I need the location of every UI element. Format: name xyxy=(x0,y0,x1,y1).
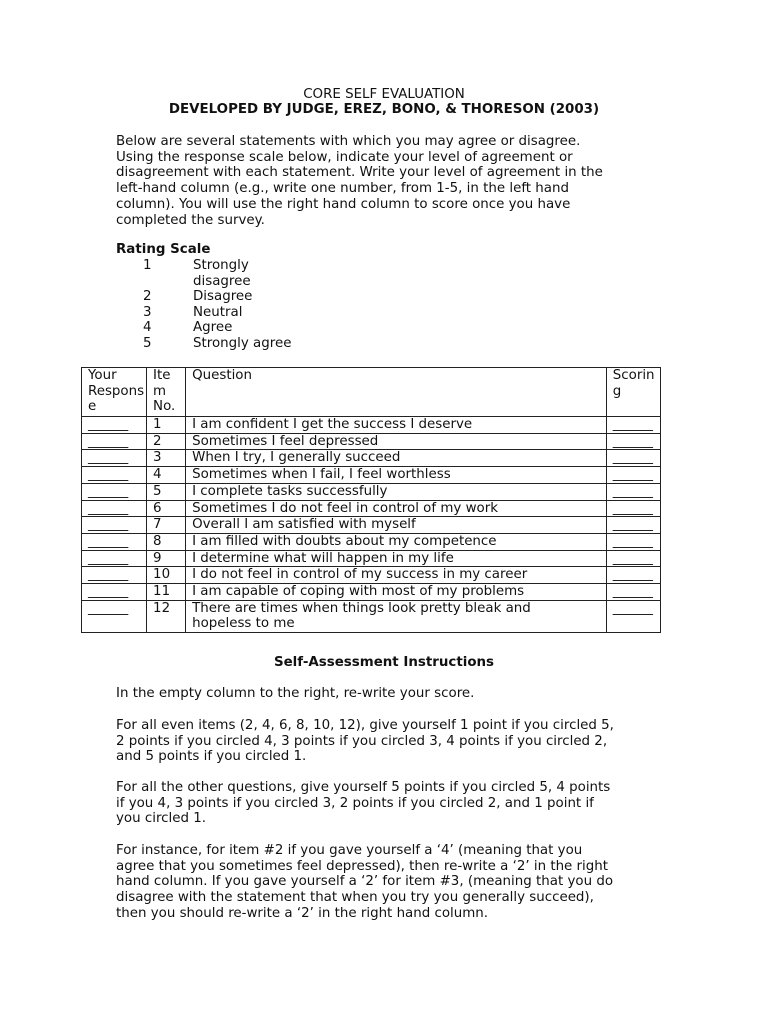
table-row xyxy=(82,450,661,467)
scale-label: Strongly disagree xyxy=(193,258,251,289)
scale-label: Neutral xyxy=(193,305,243,320)
header-question: Question xyxy=(186,368,607,417)
question-text: I determine what will happen in my life xyxy=(186,550,607,567)
table-row xyxy=(82,500,661,517)
intro-paragraph: Below are several statements with which you may agree or disagree. Using the response scale below, indicate your level of agreement or disagreement with each statement. Write your level of agreement in the left-hand column (e.g., write one number, from 1-5, in the left hand column). You will use the right hand column to score once you have completed the survey. xyxy=(116,134,603,228)
response-blank[interactable]: ______ xyxy=(82,600,147,632)
item-number: 3 xyxy=(147,450,186,467)
instruction-paragraph: For all the other questions, give yourself 5 points if you circled 5, 4 points if you 4, 3 points if you circled 3, 2 points if you circled 2, and 1 point if you circled 1. xyxy=(116,780,611,827)
response-blank[interactable]: ______ xyxy=(82,467,147,484)
response-blank[interactable]: ______ xyxy=(82,433,147,450)
self-assessment-heading: Self-Assessment Instructions xyxy=(273,655,495,670)
question-text: Sometimes I feel depressed xyxy=(186,433,607,450)
header-scoring: Scorin g xyxy=(606,368,660,417)
instruction-paragraph: For instance, for item #2 if you gave yourself a ‘4’ (meaning that you agree that you sometimes feel depressed), then re-write a ‘2’ in the right hand column. If you gave yourself a ‘2’ for item #3, (meaning that you do disagree with the statement that when you try you generally succeed), then you should re-write a ‘2’ in the right hand column. xyxy=(116,843,614,921)
response-blank[interactable]: ______ xyxy=(82,567,147,584)
item-number: 9 xyxy=(147,550,186,567)
item-number: 1 xyxy=(147,417,186,434)
score-blank[interactable]: ______ xyxy=(606,500,660,517)
rating-scale-heading: Rating Scale xyxy=(116,242,211,257)
item-number: 8 xyxy=(147,533,186,550)
response-blank[interactable]: ______ xyxy=(82,450,147,467)
table-row xyxy=(82,533,661,550)
score-blank[interactable]: ______ xyxy=(606,433,660,450)
response-blank[interactable]: ______ xyxy=(82,533,147,550)
table-row xyxy=(82,567,661,584)
scale-item xyxy=(143,336,292,352)
score-blank[interactable]: ______ xyxy=(606,517,660,534)
response-blank[interactable]: ______ xyxy=(82,483,147,500)
scale-item xyxy=(143,258,251,289)
header-response: Your Respons e xyxy=(82,368,147,417)
response-blank[interactable]: ______ xyxy=(82,584,147,601)
score-blank[interactable]: ______ xyxy=(606,584,660,601)
scale-number: 2 xyxy=(143,289,152,304)
instruction-paragraph: In the empty column to the right, re-write your score. xyxy=(116,686,475,701)
question-text: There are times when things look pretty bleak and hopeless to me xyxy=(186,600,607,632)
table-header-row xyxy=(82,368,661,417)
scale-label: Agree xyxy=(193,320,233,335)
score-blank[interactable]: ______ xyxy=(606,533,660,550)
score-blank[interactable]: ______ xyxy=(606,450,660,467)
response-blank[interactable]: ______ xyxy=(82,550,147,567)
scale-number: 5 xyxy=(143,336,152,351)
scale-number: 4 xyxy=(143,320,152,335)
document-subtitle: DEVELOPED BY JUDGE, EREZ, BONO, & THORESON (2003) xyxy=(168,102,600,117)
table-row xyxy=(82,467,661,484)
scale-label: Disagree xyxy=(193,289,253,304)
table-row xyxy=(82,550,661,567)
item-number: 10 xyxy=(147,567,186,584)
document-title: CORE SELF EVALUATION xyxy=(303,87,465,102)
question-text: When I try, I generally succeed xyxy=(186,450,607,467)
scale-number: 1 xyxy=(143,258,152,273)
response-blank[interactable]: ______ xyxy=(82,517,147,534)
item-number: 4 xyxy=(147,467,186,484)
score-blank[interactable]: ______ xyxy=(606,600,660,632)
instruction-paragraph: For all even items (2, 4, 6, 8, 10, 12), give yourself 1 point if you circled 5, 2 points if you circled 4, 3 points if you circled 3, 4 points if you circled 2, and 5 points if you circled 1. xyxy=(116,718,614,765)
score-blank[interactable]: ______ xyxy=(606,483,660,500)
response-blank[interactable]: ______ xyxy=(82,417,147,434)
question-text: I am capable of coping with most of my problems xyxy=(186,584,607,601)
scale-number: 3 xyxy=(143,305,152,320)
scale-label: Strongly agree xyxy=(193,336,292,351)
score-blank[interactable]: ______ xyxy=(606,567,660,584)
table-row xyxy=(82,483,661,500)
item-number: 6 xyxy=(147,500,186,517)
question-text: I am confident I get the success I deserve xyxy=(186,417,607,434)
response-blank[interactable]: ______ xyxy=(82,500,147,517)
table-row xyxy=(82,417,661,434)
score-blank[interactable]: ______ xyxy=(606,550,660,567)
question-text: Overall I am satisfied with myself xyxy=(186,517,607,534)
table-row xyxy=(82,600,661,632)
table-row xyxy=(82,584,661,601)
table-row xyxy=(82,433,661,450)
question-text: I am filled with doubts about my competence xyxy=(186,533,607,550)
score-blank[interactable]: ______ xyxy=(606,467,660,484)
scale-item xyxy=(143,320,233,336)
score-blank[interactable]: ______ xyxy=(606,417,660,434)
survey-table xyxy=(81,367,661,633)
scale-item xyxy=(143,289,253,305)
question-text: Sometimes I do not feel in control of my work xyxy=(186,500,607,517)
item-number: 12 xyxy=(147,600,186,632)
scale-item xyxy=(143,305,243,321)
item-number: 2 xyxy=(147,433,186,450)
question-text: Sometimes when I fail, I feel worthless xyxy=(186,467,607,484)
table-row xyxy=(82,517,661,534)
item-number: 11 xyxy=(147,584,186,601)
header-item-number: Ite m No. xyxy=(147,368,186,417)
question-text: I do not feel in control of my success in my career xyxy=(186,567,607,584)
item-number: 5 xyxy=(147,483,186,500)
item-number: 7 xyxy=(147,517,186,534)
question-text: I complete tasks successfully xyxy=(186,483,607,500)
